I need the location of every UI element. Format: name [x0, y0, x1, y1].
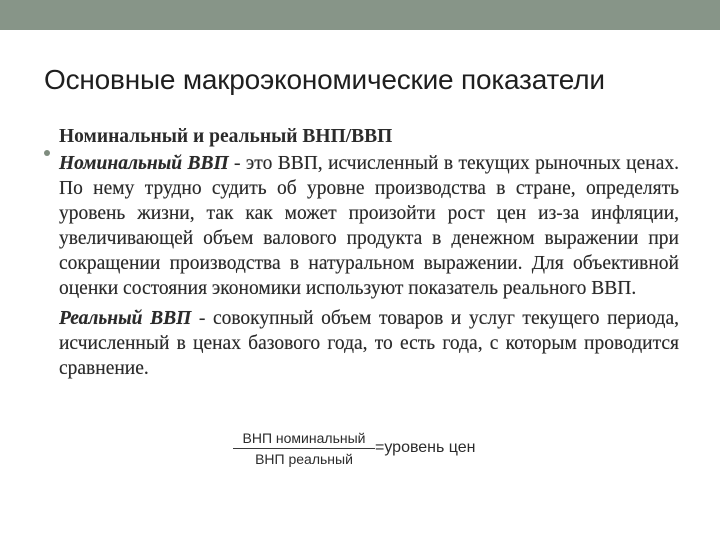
formula-fraction: [233, 430, 375, 468]
slide-title: Основные макроэкономические показатели: [44, 64, 605, 95]
real-gdp-paragraph: [59, 306, 679, 381]
section-heading: Номинальный и реальный ВНП/ВВП: [59, 126, 393, 147]
nominal-gdp-term: Номинальный ВВП: [59, 153, 229, 174]
formula-denominator: ВНП реальный: [255, 451, 353, 467]
nominal-gdp-paragraph: [59, 151, 679, 301]
slide-body: [59, 123, 679, 381]
nominal-gdp-text: - это ВВП, исчисленный в текущих рыночных ценах. По нему трудно судить об уровне производства в стране, определять уровень жизни, так как может произойти рост цен из-за инфляции, увеличивающей объем валового продукта в денежном выражении при сокращении производства в натуральном выражении. Для объективной оценки состояния экономики используют показатель реального ВВП.: [59, 153, 679, 299]
price-level-formula: [233, 430, 476, 468]
real-gdp-text: - совокупный объем товаров и услуг текущего периода, исчисленный в ценах базового года, то есть года, с которым проводится сравнение.: [59, 308, 680, 379]
formula-numerator: ВНП номинальный: [242, 430, 366, 446]
top-bar: [0, 0, 720, 30]
formula-result: =уровень цен: [375, 439, 476, 456]
bullet-icon: [44, 150, 50, 156]
real-gdp-term: Реальный ВВП: [59, 308, 192, 329]
